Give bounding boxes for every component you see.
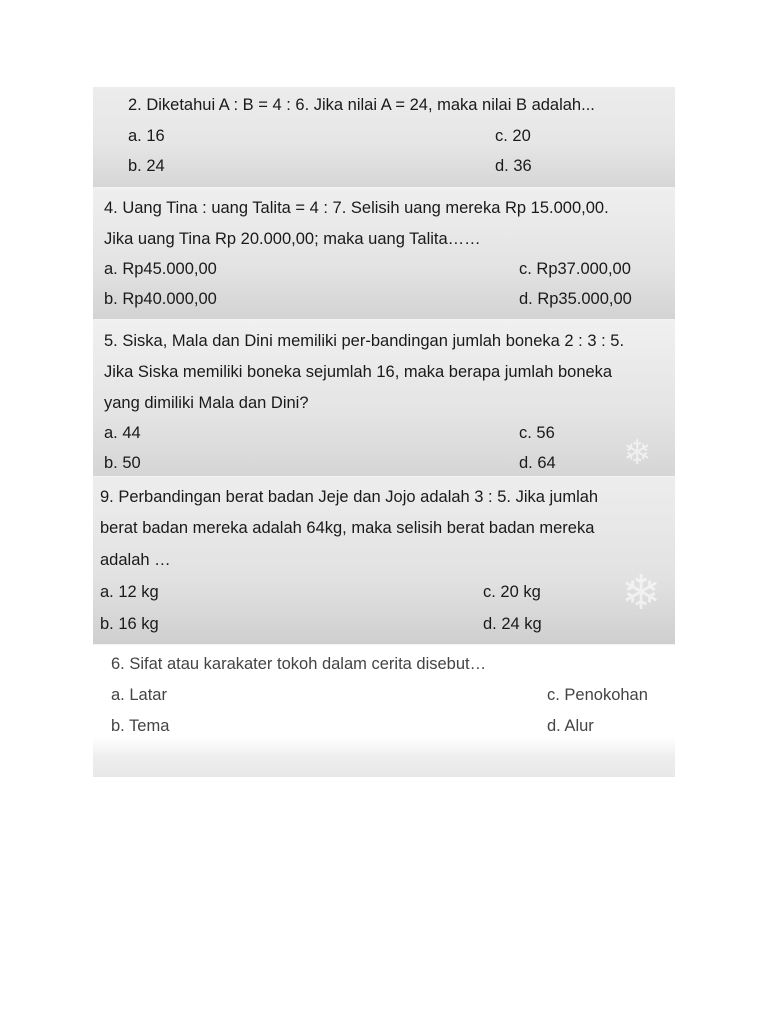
question-text: 6. Sifat atau karakater tokoh dalam cerita disebut…: [111, 655, 487, 673]
worksheet: [93, 87, 675, 777]
option-b: b. 50: [104, 454, 141, 472]
question-text: 4. Uang Tina : uang Talita = 4 : 7. Selisih uang mereka Rp 15.000,00.: [104, 199, 609, 217]
option-b: b. Tema: [111, 717, 170, 735]
option-b: b. Rp40.000,00: [104, 290, 217, 308]
option-c: c. Rp37.000,00: [519, 260, 631, 278]
option-c: c. 56: [519, 424, 555, 442]
question-block-4: [93, 188, 675, 320]
snowflake-icon: ❄: [621, 567, 662, 620]
option-d: d. 24 kg: [483, 615, 542, 633]
option-a: a. Latar: [111, 686, 167, 704]
option-a: a. 44: [104, 424, 141, 442]
question-block-6: [93, 645, 675, 777]
option-c: c. Penokohan: [547, 686, 648, 704]
question-block-2: [93, 87, 675, 188]
option-d: d. 36: [495, 157, 532, 175]
snowflake-icon: ❄: [623, 434, 652, 472]
question-text: Jika Siska memiliki boneka sejumlah 16, maka berapa jumlah boneka: [104, 363, 613, 381]
question-text: 2. Diketahui A : B = 4 : 6. Jika nilai A = 24, maka nilai B adalah...: [128, 96, 595, 114]
question-text: 9. Perbandingan berat badan Jeje dan Jojo adalah 3 : 5. Jika jumlah: [100, 488, 599, 506]
option-c: c. 20: [495, 127, 531, 145]
question-block-9: [93, 477, 675, 645]
question-text: 5. Siska, Mala dan Dini memiliki per-bandingan jumlah boneka 2 : 3 : 5.: [104, 332, 625, 350]
question-text: berat badan mereka adalah 64kg, maka selisih berat badan mereka: [100, 519, 595, 537]
option-d: d. Rp35.000,00: [519, 290, 632, 308]
option-a: a. Rp45.000,00: [104, 260, 217, 278]
option-b: b. 24: [128, 157, 165, 175]
option-d: d. Alur: [547, 717, 594, 735]
option-c: c. 20 kg: [483, 583, 541, 601]
question-text: adalah …: [100, 551, 171, 569]
option-b: b. 16 kg: [100, 615, 159, 633]
question-text: yang dimiliki Mala dan Dini?: [104, 394, 309, 412]
option-a: a. 16: [128, 127, 165, 145]
question-block-5: [93, 320, 675, 477]
option-d: d. 64: [519, 454, 556, 472]
question-text: Jika uang Tina Rp 20.000,00; maka uang Talita……: [104, 230, 481, 248]
option-a: a. 12 kg: [100, 583, 159, 601]
